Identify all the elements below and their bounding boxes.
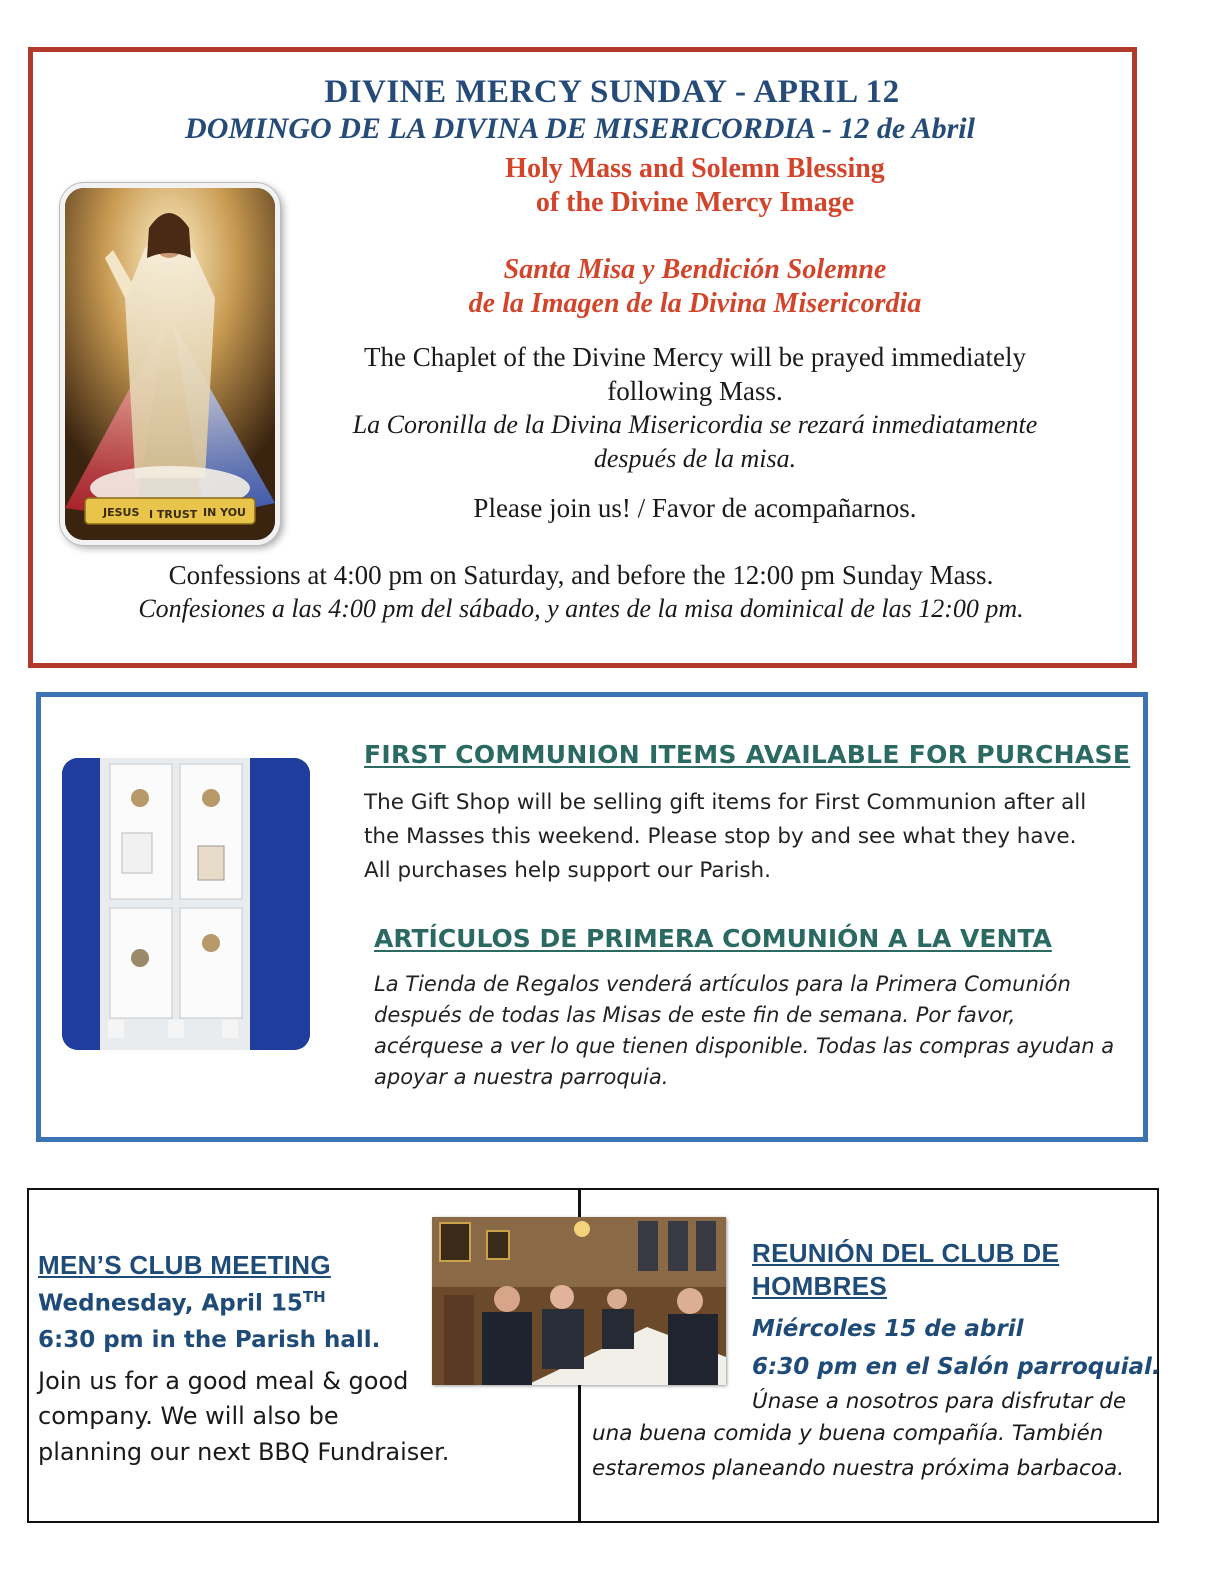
divine-mercy-title: DIVINE MERCY SUNDAY - APRIL 12 — [324, 74, 900, 110]
mens-club-body-en-3: planning our next BBQ Fundraiser. — [38, 1438, 450, 1466]
first-communion-heading-en: FIRST COMMUNION ITEMS AVAILABLE FOR PURCHASE — [364, 740, 1131, 769]
confessions-en: Confessions at 4:00 pm on Saturday, and before the 12:00 pm Sunday Mass. — [168, 560, 994, 590]
mens-club-heading-es-1: REUNIÓN DEL CLUB DE — [752, 1238, 1060, 1268]
divine-mercy-subtitle: DOMINGO DE LA DIVINA DE MISERICORDIA - 12 de Abril — [185, 112, 975, 145]
confessions-es: Confesiones a las 4:00 pm del sábado, y antes de la misa dominical de las 12:00 pm. — [138, 594, 1024, 623]
mens-club-photo — [432, 1217, 726, 1385]
divine-mercy-image — [60, 183, 280, 545]
mens-club-body-es-2: una buena comida y buena compañía. También — [592, 1421, 1104, 1446]
chaplet-en-2: following Mass. — [607, 376, 783, 406]
banner-jesus: JESUS — [103, 506, 140, 519]
mens-club-heading-en: MEN’S CLUB MEETING — [38, 1250, 331, 1280]
mass-line-en-2: of the Divine Mercy Image — [535, 187, 855, 218]
mens-club-body-en-1: Join us for a good meal & good — [38, 1367, 409, 1395]
mens-club-heading-es-2: HOMBRES — [752, 1271, 887, 1301]
join-invite: Please join us! / Favor de acompañarnos. — [473, 493, 917, 523]
first-communion-items-photo — [62, 758, 310, 1050]
chaplet-es-1: La Coronilla de la Divina Misericordia se rezará inmediatamente — [352, 410, 1038, 439]
mens-club-date-es: Miércoles 15 de abril — [752, 1316, 1024, 1342]
mens-club-time-en: 6:30 pm in the Parish hall. — [38, 1327, 381, 1353]
banner-i-trust: I TRUST — [149, 508, 198, 521]
mens-club-time-es: 6:30 pm en el Salón parroquial. — [752, 1354, 1161, 1380]
mass-line-es-2: de la Imagen de la Divina Misericordia — [468, 288, 922, 319]
first-communion-heading-es: ARTÍCULOS DE PRIMERA COMUNIÓN A LA VENTA — [374, 924, 1052, 953]
first-communion-body-en: The Gift Shop will be selling gift items for First Communion after all the Masses this weekend. Please stop by and see what they have. All purchases help support our Parish. — [364, 790, 1087, 883]
mens-club-date-en: Wednesday, April 15TH — [38, 1288, 326, 1317]
first-communion-body-es: La Tienda de Regalos venderá artículos para la Primera Comunión después de todas las Misas de este fin de semana. Por favor, acérquese a ver lo que tienen disponible. Todas las compras ayudan a apoyar a nuestra parroquia. — [374, 972, 1115, 1089]
mass-line-es-1: Santa Misa y Bendición Solemne — [503, 254, 887, 285]
mens-club-body-es-3: estaremos planeando nuestra próxima barbacoa. — [592, 1456, 1125, 1481]
chaplet-es-2: después de la misa. — [593, 444, 797, 473]
mens-club-body-es-1: Únase a nosotros para disfrutar de — [752, 1389, 1127, 1414]
banner-in-you: IN YOU — [203, 506, 246, 519]
chaplet-en-1: The Chaplet of the Divine Mercy will be prayed immediately — [363, 342, 1027, 372]
mens-club-body-en-2: company. We will also be — [38, 1402, 339, 1430]
mass-line-en-1: Holy Mass and Solemn Blessing — [505, 153, 885, 184]
